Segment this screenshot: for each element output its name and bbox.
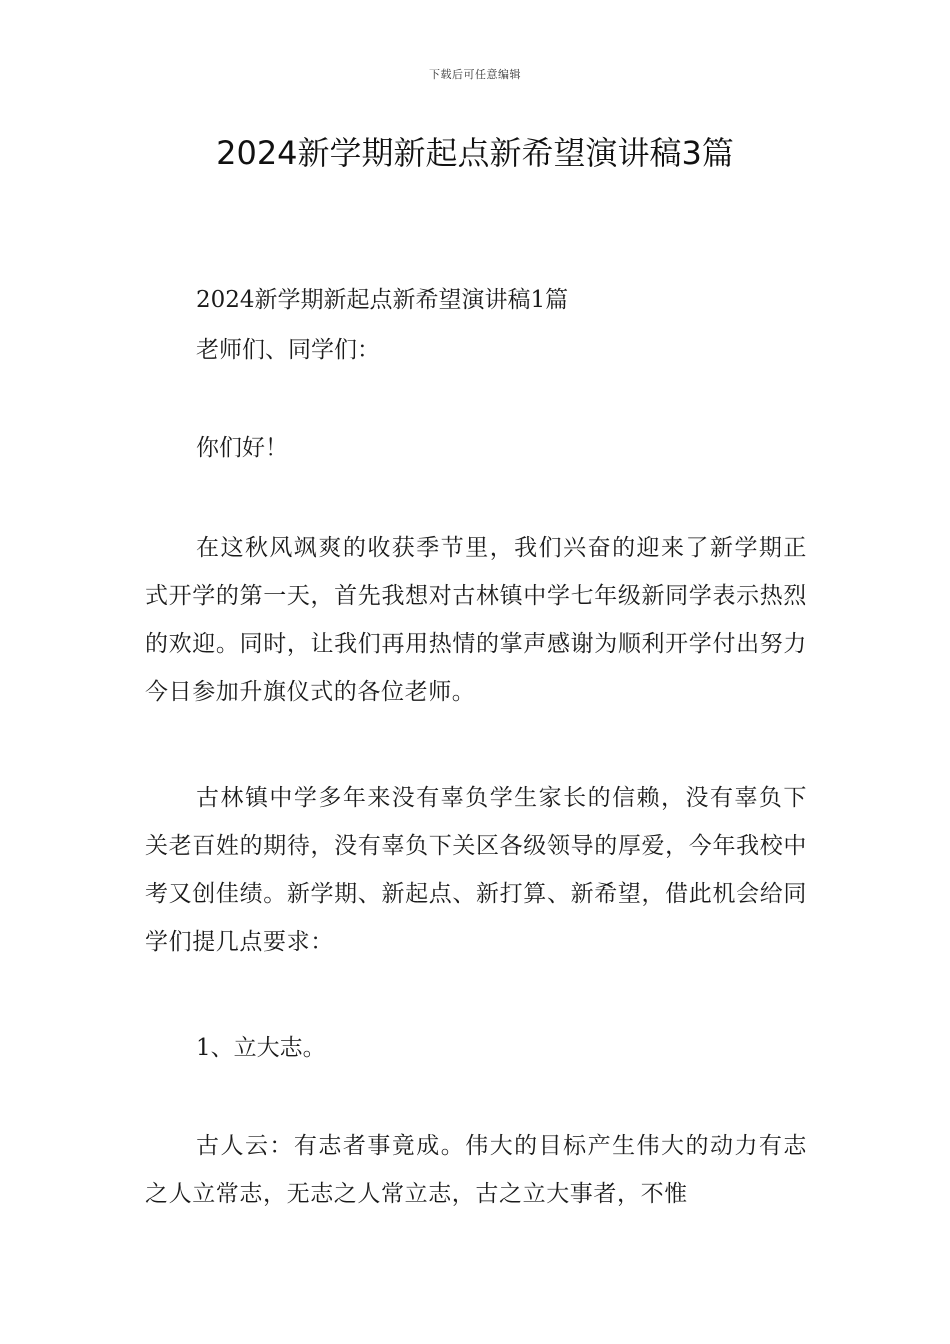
paragraph-1: 在这秋风飒爽的收获季节里，我们兴奋的迎来了新学期正式开学的第一天，首先我想对古林镇中学七年级新同学表示热烈的欢迎。同时，让我们再用热情的掌声感谢为顺利开学付出努力今日参加升旗仪式的各位老师。	[145, 535, 807, 705]
paragraph-2: 古林镇中学多年来没有辜负学生家长的信赖，没有辜负下关老百姓的期待，没有辜负下关区各级领导的厚爱，今年我校中考又创佳绩。新学期、新起点、新打算、新希望，借此机会给同学们提几点要求：	[145, 785, 807, 955]
header-note: 下载后可任意编辑	[429, 68, 521, 81]
greeting: 你们好！	[196, 435, 288, 461]
document-title: 2024新学期新起点新希望演讲稿3篇	[216, 134, 734, 172]
list-item-1: 1、立大志。	[196, 1035, 326, 1061]
section-subtitle: 2024新学期新起点新希望演讲稿1篇	[196, 287, 569, 313]
salutation: 老师们、同学们：	[196, 337, 380, 363]
paragraph-3: 古人云：有志者事竟成。伟大的目标产生伟大的动力有志之人立常志，无志之人常立志，古之立大事者，不惟	[145, 1133, 807, 1207]
